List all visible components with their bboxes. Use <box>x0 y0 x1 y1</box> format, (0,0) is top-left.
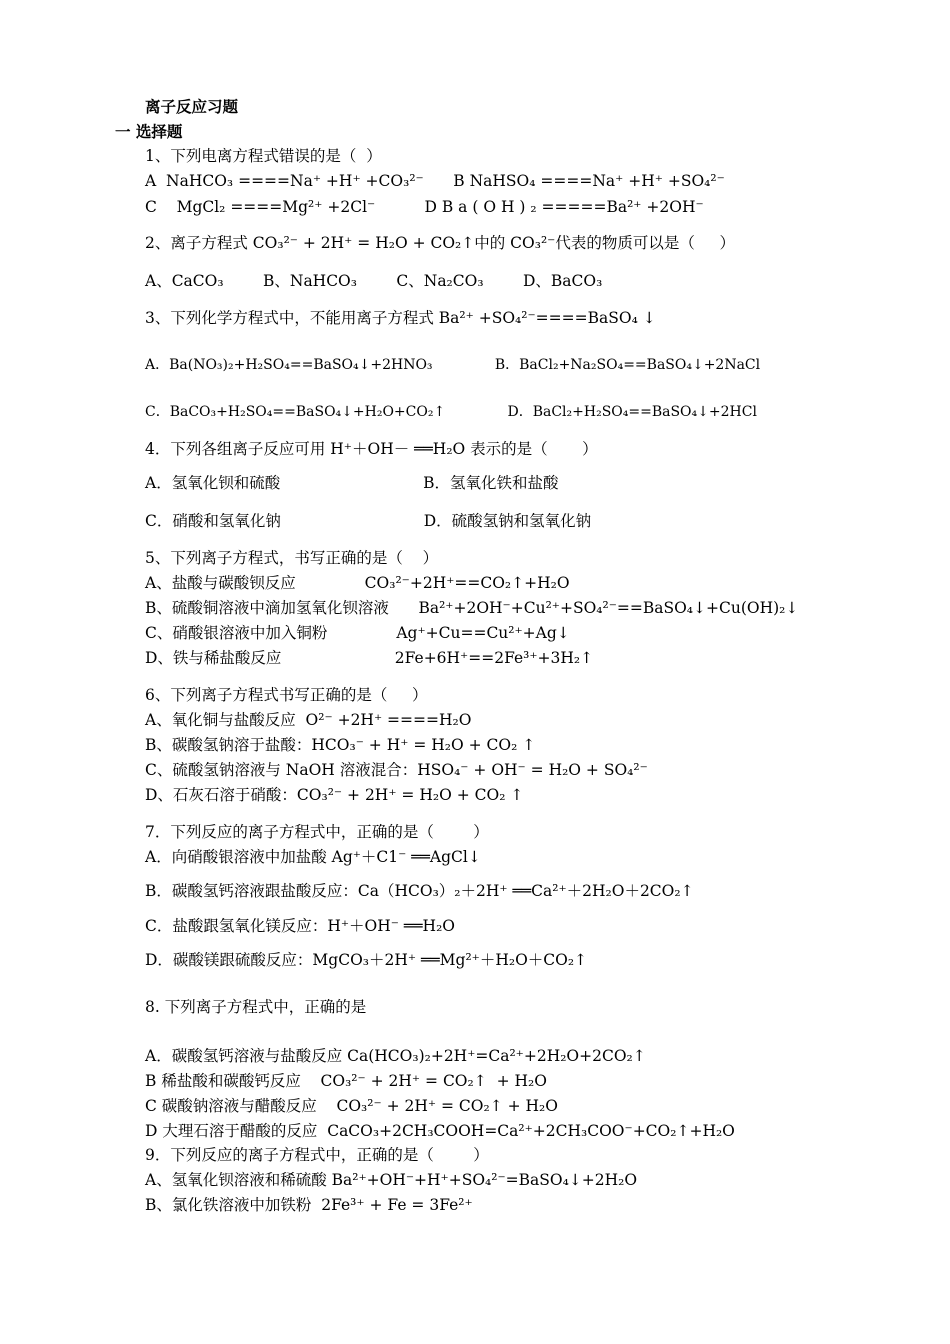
q8-option-c: C 碳酸钠溶液与醋酸反应 CO₃²⁻ + 2H⁺ = CO₂↑ + H₂O <box>145 1097 558 1115</box>
q8-option-a: A．碳酸氢钙溶液与盐酸反应 Ca(HCO₃)₂+2H⁺=Ca²⁺+2H₂O+2CO₂↑ <box>145 1047 646 1065</box>
q5-option-a: A、盐酸与碳酸钡反应 CO₃²⁻+2H⁺==CO₂↑+H₂O <box>145 574 570 592</box>
q5-stem: 5、下列离子方程式，书写正确的是（ ） <box>145 549 439 567</box>
q3-stem: 3、下列化学方程式中，不能用离子方程式 Ba²⁺ +SO₄²⁻====BaSO₄ ↓ <box>145 309 656 327</box>
q2-stem: 2、离子方程式 CO₃²⁻ + 2H⁺ = H₂O + CO₂↑中的 CO₃²⁻代表的物质可以是（ ） <box>145 234 735 252</box>
q6-option-c: C、硫酸氢钠溶液与 NaOH 溶液混合：HSO₄⁻ + OH⁻ = H₂O + SO₄²⁻ <box>145 761 648 779</box>
q9-option-a: A、氢氧化钡溶液和稀硫酸 Ba²⁺+OH⁻+H⁺+SO₄²⁻=BaSO₄↓+2H₂O <box>145 1171 638 1189</box>
q8-option-b: B 稀盐酸和碳酸钙反应 CO₃²⁻ + 2H⁺ = CO₂↑ + H₂O <box>145 1072 547 1090</box>
q1-options-ab: A NaHCO₃ ====Na⁺ +H⁺ +CO₃²⁻ B NaHSO₄ ====Na⁺ +H⁺ +SO₄²⁻ <box>145 172 725 190</box>
q9-option-b: B、氯化铁溶液中加铁粉 2Fe³⁺ + Fe = 3Fe²⁺ <box>145 1196 473 1214</box>
q5-option-d: D、铁与稀盐酸反应 2Fe+6H⁺==2Fe³⁺+3H₂↑ <box>145 649 594 667</box>
q7-option-a: A．向硝酸银溶液中加盐酸 Ag⁺＋C1⁻ ══AgCl↓ <box>145 848 481 866</box>
q6-option-a: A、氧化铜与盐酸反应 O²⁻ +2H⁺ ====H₂O <box>145 711 472 729</box>
q9-stem: 9．下列反应的离子方程式中，正确的是（ ） <box>145 1146 489 1164</box>
q3-options-ab: A．Ba(NO₃)₂+H₂SO₄==BaSO₄↓+2HNO₃ B．BaCl₂+Na₂SO₄==BaSO₄↓+2NaCl <box>145 357 761 373</box>
q6-option-d: D、石灰石溶于硝酸：CO₃²⁻ + 2H⁺ = H₂O + CO₂ ↑ <box>145 786 524 804</box>
q4-stem: 4．下列各组离子反应可用 H⁺＋OH－ ══H₂O 表示的是（ ） <box>145 440 598 458</box>
q2-options: A、CaCO₃ B、NaHCO₃ C、Na₂CO₃ D、BaCO₃ <box>145 272 603 290</box>
q8-stem: 8. 下列离子方程式中，正确的是 <box>145 998 367 1016</box>
q7-stem: 7．下列反应的离子方程式中，正确的是（ ） <box>145 823 489 841</box>
q4-options-cd: C．硝酸和氢氧化钠 D．硫酸氢钠和氢氧化钠 <box>145 512 592 530</box>
q3-options-cd: C．BaCO₃+H₂SO₄==BaSO₄↓+H₂O+CO₂↑ D．BaCl₂+H₂SO₄==BaSO₄↓+2HCl <box>145 404 757 420</box>
q1-options-cd: C MgCl₂ ====Mg²⁺ +2Cl⁻ D B a ( O H ) ₂ =====Ba²⁺ +2OH⁻ <box>145 198 704 216</box>
q5-option-b: B、硫酸铜溶液中滴加氢氧化钡溶液 Ba²⁺+2OH⁻+Cu²⁺+SO₄²⁻==BaSO₄↓+Cu(OH)₂↓ <box>145 599 799 617</box>
q6-option-b: B、碳酸氢钠溶于盐酸：HCO₃⁻ + H⁺ = H₂O + CO₂ ↑ <box>145 736 536 754</box>
page-title: 离子反应习题 <box>145 97 239 116</box>
q1-stem: 1、下列电离方程式错误的是（ ） <box>145 147 382 165</box>
q7-option-b: B．碳酸氢钙溶液跟盐酸反应：Ca（HCO₃）₂＋2H⁺ ══Ca²⁺＋2H₂O＋2CO₂↑ <box>145 882 694 900</box>
q4-options-ab: A．氢氧化钡和硫酸 B．氢氧化铁和盐酸 <box>145 474 559 492</box>
q7-option-d: D．碳酸镁跟硫酸反应：MgCO₃＋2H⁺ ══Mg²⁺＋H₂O＋CO₂↑ <box>145 951 588 969</box>
q5-option-c: C、硝酸银溶液中加入铜粉 Ag⁺+Cu==Cu²⁺+Ag↓ <box>145 624 570 642</box>
q6-stem: 6、下列离子方程式书写正确的是（ ） <box>145 686 428 704</box>
q7-option-c: C．盐酸跟氢氧化镁反应：H⁺＋OH⁻ ══H₂O <box>145 917 455 935</box>
section-heading: 一 选择题 <box>115 122 183 141</box>
q8-option-d: D 大理石溶于醋酸的反应 CaCO₃+2CH₃COOH=Ca²⁺+2CH₃COO⁻+CO₂↑+H₂O <box>145 1122 735 1140</box>
